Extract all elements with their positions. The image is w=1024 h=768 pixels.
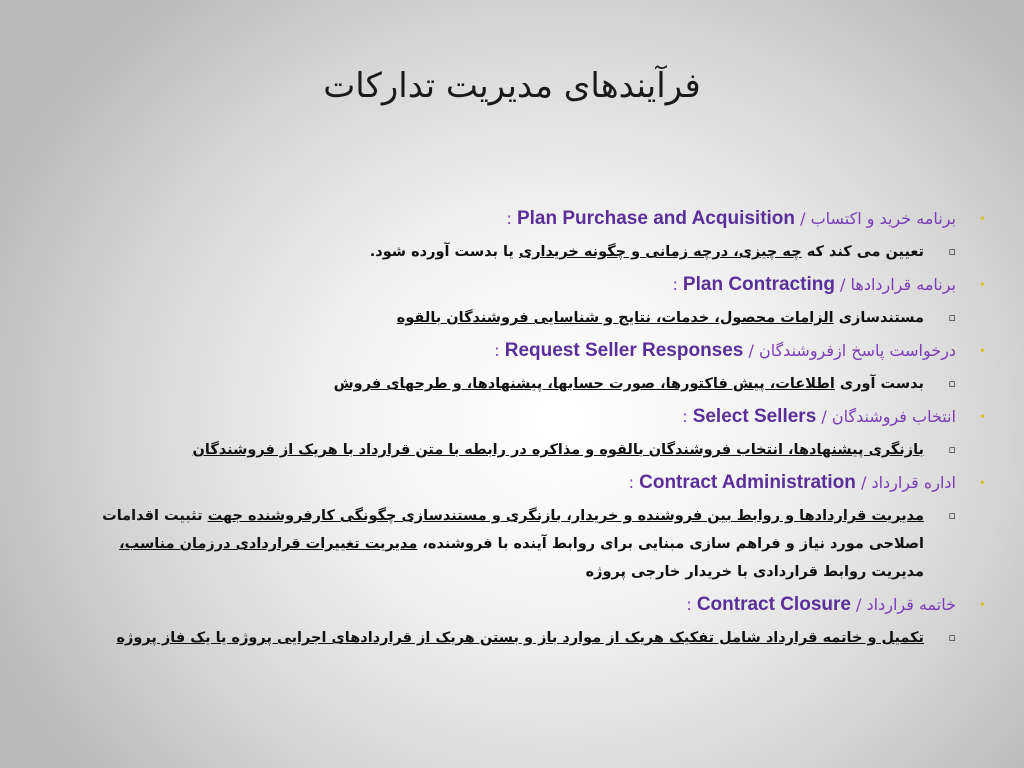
desc-text-underlined: تکمیل و خاتمه قرارداد شامل تفکیک هریک از موارد باز و بستن هریک از قراردادهای اجرایی پروژه یا یک فاز پروژه xyxy=(116,630,924,646)
heading-en: Request Seller Responses xyxy=(504,340,744,361)
bullet-icon: • xyxy=(978,212,986,226)
desc-plan-contracting xyxy=(64,304,964,332)
heading-plan-contracting xyxy=(64,274,986,296)
heading-en: Select Sellers xyxy=(692,406,817,427)
heading-colon: : xyxy=(494,341,505,360)
heading-fa: درخواست پاسخ ازفروشندگان xyxy=(758,341,956,360)
heading-request-seller-responses xyxy=(64,340,986,362)
heading-sep: / xyxy=(855,473,872,492)
desc-text-underlined: مدیریت تغییرات قراردادی درزمان مناسب، xyxy=(119,536,418,552)
heading-en: Plan Purchase and Acquisition xyxy=(516,208,796,229)
heading-fa: انتخاب فروشندگان xyxy=(831,407,956,426)
bullet-icon: • xyxy=(978,476,986,490)
heading-colon: : xyxy=(682,407,693,426)
heading-colon: : xyxy=(506,209,517,228)
sub-bullet-icon: ▫ xyxy=(948,631,956,644)
sub-bullet-icon: ▫ xyxy=(948,509,956,522)
heading-contract-administration xyxy=(64,472,986,494)
desc-text: یا بدست آورده شود. xyxy=(369,244,519,260)
desc-text: مستندسازی xyxy=(833,310,924,326)
sub-bullet-icon: ▫ xyxy=(948,245,956,258)
desc-plan-purchase xyxy=(64,238,964,266)
heading-fa: برنامه قراردادها xyxy=(850,275,956,294)
heading-sep: / xyxy=(816,407,832,426)
heading-colon: : xyxy=(628,473,640,492)
desc-text: تثبیت اقدامات اصلاحی مورد نیاز و فراهم سازی مبنایی برای روابط آینده با فروشنده، xyxy=(102,508,924,552)
slide-title: فرآیندهای مدیریت تدارکات xyxy=(323,66,701,106)
desc-text-underlined: چه چیزی، درچه زمانی و چگونه خریداری xyxy=(518,244,802,260)
heading-en: Plan Contracting xyxy=(682,274,835,295)
desc-text: تعیین می کند که xyxy=(801,244,924,260)
heading-colon: : xyxy=(672,275,683,294)
bullet-icon: • xyxy=(978,598,986,612)
content-list xyxy=(64,208,986,660)
heading-colon: : xyxy=(686,595,697,614)
heading-sep: / xyxy=(795,209,811,228)
heading-fa: اداره قرارداد xyxy=(871,473,956,492)
desc-contract-administration xyxy=(64,502,964,586)
heading-sep: / xyxy=(743,341,759,360)
desc-select-sellers xyxy=(64,436,964,464)
heading-sep: / xyxy=(834,275,851,294)
heading-en: Contract Closure xyxy=(696,594,851,615)
sub-bullet-icon: ▫ xyxy=(948,443,956,456)
heading-contract-closure xyxy=(64,594,986,616)
heading-plan-purchase xyxy=(64,208,986,230)
desc-text-underlined: اطلاعات، پیش فاکتورها، صورت حسابها، پیشنهادها، و طرحهای فروش xyxy=(333,376,835,392)
bullet-icon: • xyxy=(978,410,986,424)
desc-contract-closure xyxy=(64,624,964,652)
sub-bullet-icon: ▫ xyxy=(948,377,956,390)
heading-en: Contract Administration xyxy=(639,472,856,493)
desc-request-seller-responses xyxy=(64,370,964,398)
heading-fa: خاتمه قرارداد xyxy=(866,595,956,614)
desc-text: مدیریت روابط قراردادی با خریدار خارجی پروژه xyxy=(585,564,924,580)
sub-bullet-icon: ▫ xyxy=(948,311,956,324)
bullet-icon: • xyxy=(978,344,986,358)
heading-fa: برنامه خرید و اکتساب xyxy=(810,209,956,228)
heading-sep: / xyxy=(850,595,867,614)
bullet-icon: • xyxy=(978,278,986,292)
desc-text-underlined: الزامات محصول، خدمات، نتایج و شناسایی فروشندگان بالقوه xyxy=(396,310,834,326)
desc-text: بدست آوری xyxy=(834,376,924,392)
desc-text-underlined: بازنگری پیشنهادها، انتخاب فروشندگان بالقوه و مذاکره در رابطه با متن قرارداد با هریک از فروشندگان xyxy=(192,442,924,458)
heading-select-sellers xyxy=(64,406,986,428)
desc-text-underlined: مدیریت قراردادها و روابط بین فروشنده و خریدار، بازنگری و مستندسازی چگونگی کارفروشنده جهت xyxy=(207,508,924,524)
